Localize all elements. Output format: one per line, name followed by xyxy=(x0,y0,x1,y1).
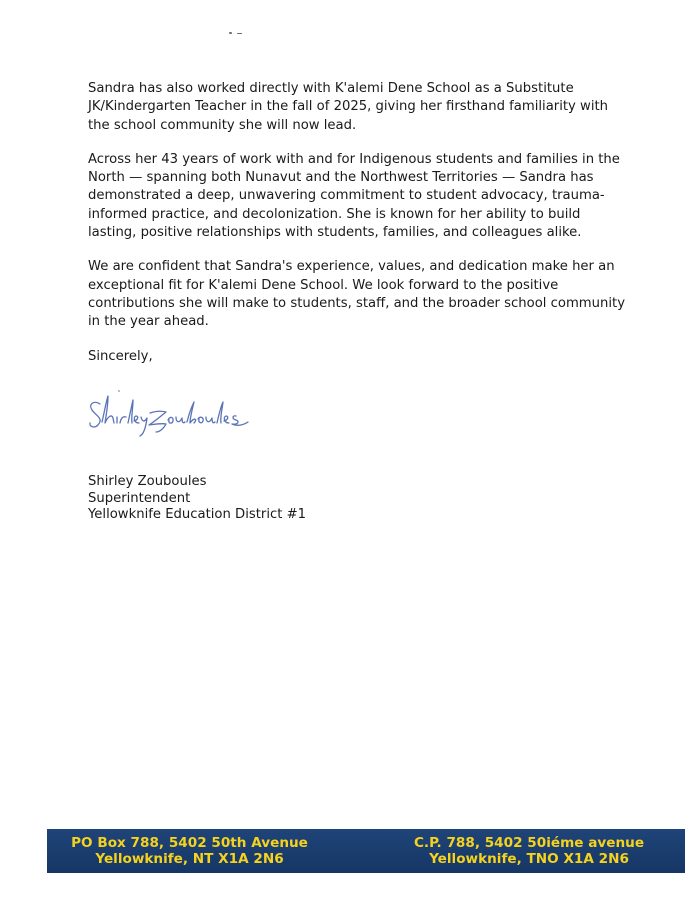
footer-french-line2: Yellowknife, TNO X1A 2N6 xyxy=(429,850,629,867)
footer-address-french xyxy=(409,836,649,867)
paragraph-experience: Across her 43 years of work with and for Indigenous students and families in the North — spanning both Nunavut and the Northwest Territories — Sandra has demonstrated a deep, unwavering commitment to student advocacy, trauma-informed practice, and decolonization. She is known for her ability to build lasting, positive relationships with students, families, and colleagues alike. xyxy=(88,151,620,241)
signatory-name: Shirley Zouboules xyxy=(88,474,207,489)
signatory-organization: Yellowknife Education District #1 xyxy=(88,507,307,522)
paragraph-substitute-teacher: Sandra has also worked directly with K'alemi Dene School as a Substitute JK/Kindergarten Teacher in the fall of 2025, giving her firsthand familiarity with the school community she will now lead. xyxy=(88,81,609,133)
paragraph-confidence: We are confident that Sandra's experience, values, and dedication make her an exceptional fit for K'alemi Dene School. We look forward to the positive contributions she will make to students, staff, and the broader school community in the year ahead. xyxy=(88,259,626,330)
signatory-block xyxy=(88,474,306,524)
footer-address-english xyxy=(67,836,312,867)
signatory-title: Superintendent xyxy=(88,490,191,506)
footer-french-line1: C.P. 788, 5402 50iéme avenue xyxy=(413,835,645,851)
footer-english-line2: Yellowknife, NT X1A 2N6 xyxy=(95,850,284,867)
scan-speck xyxy=(229,31,243,35)
closing-salutation: Sincerely, xyxy=(88,348,153,364)
letterhead-footer xyxy=(47,829,685,873)
letter-body xyxy=(88,80,628,366)
handwritten-signature xyxy=(86,388,266,442)
footer-english-line1: PO Box 788, 5402 50th Avenue xyxy=(71,835,308,851)
